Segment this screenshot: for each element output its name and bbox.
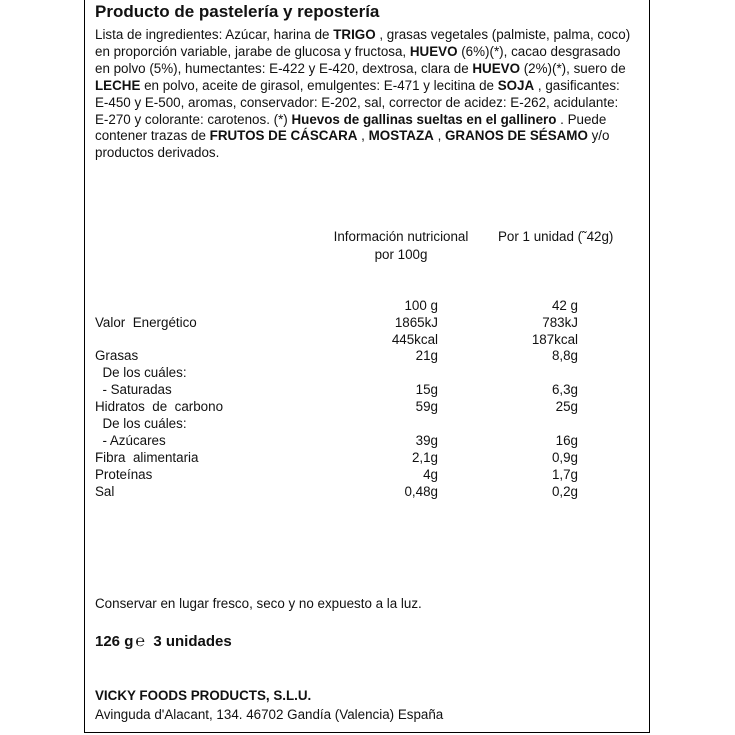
value-per-unit: 783kJ — [542, 315, 578, 330]
ingredients-list — [95, 27, 635, 162]
value-per-100g: 1865kJ — [394, 315, 438, 330]
nutrition-header-per-100g: Información nutricional por 100g — [333, 229, 469, 262]
value-per-unit: 187kcal — [531, 332, 578, 347]
value-per-100g: 2,1g — [411, 450, 438, 465]
product-title: Producto de pastelería y repostería — [95, 2, 380, 21]
nutrition-row — [0, 381, 735, 398]
nutrition-header-per-unit: Por 1 unidad (˜42g) — [498, 229, 614, 244]
value-per-100g: 59g — [415, 399, 438, 414]
ingredient-text: , gasificantes: E-450 y E-500, aromas, conservador: E-202, sal, corrector de acidez: E-262, acidulante: E-270 y colorante: carotenos. (*) — [95, 77, 620, 127]
allergen-text: LECHE — [95, 77, 141, 93]
value-per-unit: 1,7g — [551, 467, 578, 482]
nutrition-row — [0, 415, 735, 432]
net-weight-value: 126 g — [95, 633, 134, 650]
value-per-unit: 8,8g — [551, 348, 578, 363]
value-per-100g: 4g — [423, 467, 438, 482]
company-address: Avinguda d'Alacant, 134. 46702 Gandía (Valencia) España — [95, 707, 444, 722]
value-per-unit: 0,9g — [551, 450, 578, 465]
value-per-100g: 21g — [415, 348, 438, 363]
ingredient-text: (2%)(*), suero de — [520, 60, 626, 76]
estimated-mark-icon: ℮ — [135, 633, 145, 650]
nutrient-name: De los cuáles: — [95, 416, 187, 431]
allergen-text: GRANOS DE SÉSAMO — [445, 128, 588, 144]
ingredient-text: (6%)(*), cacao desgrasado en polvo (5%), humectantes: E-422 y E-420, dextrosa, clara de — [95, 43, 621, 76]
ingredient-text: , — [357, 128, 369, 144]
value-per-100g: 39g — [415, 433, 438, 448]
ingredient-text: , — [433, 128, 446, 144]
unit-count: 3 unidades — [153, 633, 232, 650]
ingredient-text: y/o productos derivados. — [95, 128, 610, 161]
nutrient-name: Hidratos de carbono — [95, 399, 224, 414]
storage-instructions: Conservar en lugar fresco, seco y no expuesto a la luz. — [95, 596, 422, 611]
value-per-100g: 445kcal — [391, 332, 438, 347]
nutrition-row — [0, 314, 735, 331]
nutrient-name: Valor Energético — [95, 315, 197, 330]
nutrition-row — [0, 331, 735, 348]
net-weight — [95, 633, 232, 651]
value-per-unit: 25g — [555, 399, 578, 414]
value-per-unit: 6,3g — [551, 382, 578, 397]
value-per-100g: 0,48g — [404, 484, 438, 499]
value-per-unit: 42 g — [551, 298, 578, 313]
ingredient-text: en polvo, aceite de girasol, emulgentes: E-471 y lecitina de — [140, 77, 498, 93]
nutrient-name: Fibra alimentaria — [95, 450, 199, 465]
value-per-unit: 16g — [555, 433, 578, 448]
ingredient-text: Lista de ingredientes: Azúcar, harina de — [95, 27, 334, 42]
value-per-100g: 15g — [415, 382, 438, 397]
nutrition-row — [0, 432, 735, 449]
ingredient-text: , grasas vegetales (palmiste, palma, coco) en proporción variable, jarabe de glucosa y fructosa, — [95, 27, 631, 59]
nutrient-name: - Saturadas — [95, 382, 172, 397]
nutrition-row — [0, 483, 735, 500]
allergen-text: HUEVO — [472, 60, 520, 76]
nutrition-row — [0, 398, 735, 415]
nutrition-row — [0, 466, 735, 483]
nutrient-name: De los cuáles: — [95, 365, 187, 380]
allergen-text: MOSTAZA — [368, 128, 434, 144]
nutrient-name: Sal — [95, 484, 115, 499]
nutrition-row — [0, 364, 735, 381]
nutrient-name: Grasas — [95, 348, 139, 363]
allergen-text: FRUTOS DE CÁSCARA — [209, 128, 358, 144]
nutrition-row — [0, 449, 735, 466]
allergen-text: SOJA — [497, 77, 535, 93]
nutrient-name: - Azúcares — [95, 433, 166, 448]
allergen-text: HUEVO — [409, 43, 458, 59]
value-per-unit: 0,2g — [551, 484, 578, 499]
nutrient-name: Proteínas — [95, 467, 153, 482]
allergen-text: Huevos de gallinas sueltas en el gallinero — [291, 111, 557, 127]
nutrition-row — [0, 347, 735, 364]
company-name: VICKY FOODS PRODUCTS, S.L.U. — [95, 688, 312, 703]
allergen-text: TRIGO — [333, 27, 376, 42]
nutrition-row — [0, 297, 735, 314]
value-per-100g: 100 g — [404, 298, 438, 313]
ingredient-text: . Puede contener trazas de — [95, 111, 607, 144]
